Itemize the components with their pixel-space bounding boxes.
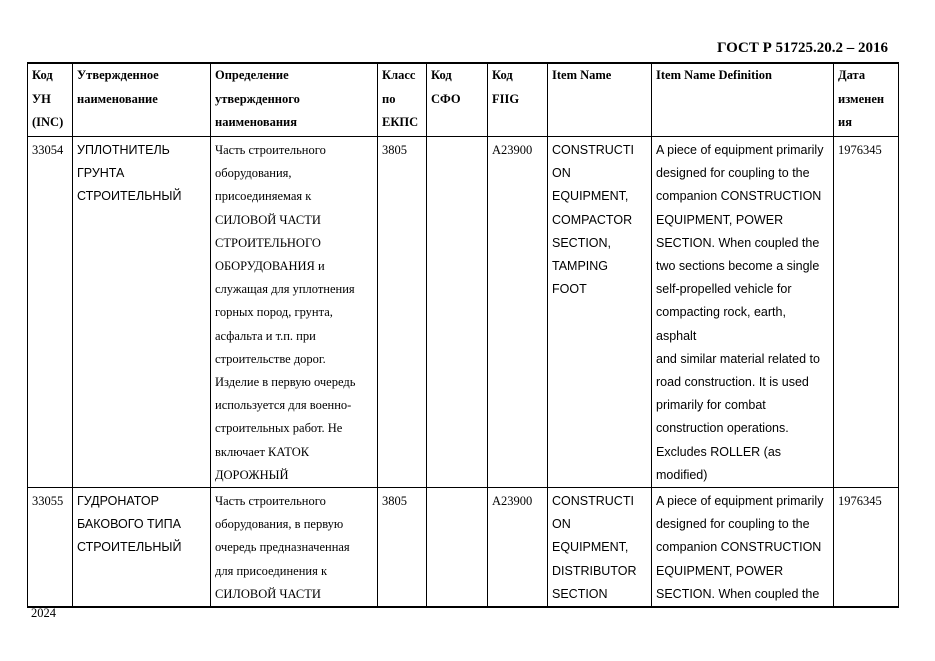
column-header-fiig-code: Код FIIG xyxy=(488,63,548,137)
cell-sfo-code xyxy=(427,488,488,608)
column-header-change-date: Дата изменен ия xyxy=(834,63,899,137)
cell-item-name: CONSTRUCTI ON EQUIPMENT, COMPACTOR SECTION, TAMPING FOOT xyxy=(548,137,652,488)
cell-fiig-code: A23900 xyxy=(488,137,548,488)
cell-change-date: 1976345 xyxy=(834,137,899,488)
cell-item-name-definition: A piece of equipment primarily designed for coupling to the companion CONSTRUCTION EQUIPMENT, POWER SECTION. When coupled the xyxy=(652,488,834,608)
cell-inc: 33054 xyxy=(28,137,73,488)
column-header-item-name-definition: Item Name Definition xyxy=(652,63,834,137)
inc-catalog-table xyxy=(27,62,899,608)
table-row xyxy=(28,137,899,488)
cell-ekps-class: 3805 xyxy=(378,488,427,608)
column-header-approved-name: Утвержденное наименование xyxy=(73,63,211,137)
cell-definition: Часть строительного оборудования, присоединяемая к СИЛОВОЙ ЧАСТИ СТРОИТЕЛЬНОГО ОБОРУДОВАНИЯ и служащая для уплотнения горных пород, грунта, асфальта и т.п. при строительстве дорог. Изделие в первую очередь используется для военно- строительных работ. Не включает КАТОК ДОРОЖНЫЙ xyxy=(211,137,378,488)
cell-item-name: CONSTRUCTI ON EQUIPMENT, DISTRIBUTOR SECTION xyxy=(548,488,652,608)
cell-fiig-code: A23900 xyxy=(488,488,548,608)
cell-item-name-definition: A piece of equipment primarily designed for coupling to the companion CONSTRUCTION EQUIPMENT, POWER SECTION. When coupled the two sections become a single self-propelled vehicle for compacting rock, earth, asphalt and similar material related to road construction. It is used primarily for combat construction operations. Excludes ROLLER (as modified) xyxy=(652,137,834,488)
page-number: 2024 xyxy=(31,606,56,620)
document-standard-header: ГОСТ Р 51725.20.2 – 2016 xyxy=(716,40,888,56)
column-header-sfo-code: Код СФО xyxy=(427,63,488,137)
cell-approved-name: УПЛОТНИТЕЛЬ ГРУНТА СТРОИТЕЛЬНЫЙ xyxy=(73,137,211,488)
cell-ekps-class: 3805 xyxy=(378,137,427,488)
cell-definition: Часть строительного оборудования, в первую очередь предназначенная для присоединения к СИЛОВОЙ ЧАСТИ xyxy=(211,488,378,608)
cell-change-date: 1976345 xyxy=(834,488,899,608)
table-row xyxy=(28,488,899,608)
column-header-item-name: Item Name xyxy=(548,63,652,137)
column-header-definition: Определение утвержденного наименования xyxy=(211,63,378,137)
cell-inc: 33055 xyxy=(28,488,73,608)
table-header-row xyxy=(28,63,899,137)
column-header-ekps-class: Класс по ЕКПС xyxy=(378,63,427,137)
column-header-inc: Код УН (INC) xyxy=(28,63,73,137)
cell-approved-name: ГУДРОНАТОР БАКОВОГО ТИПА СТРОИТЕЛЬНЫЙ xyxy=(73,488,211,608)
cell-sfo-code xyxy=(427,137,488,488)
